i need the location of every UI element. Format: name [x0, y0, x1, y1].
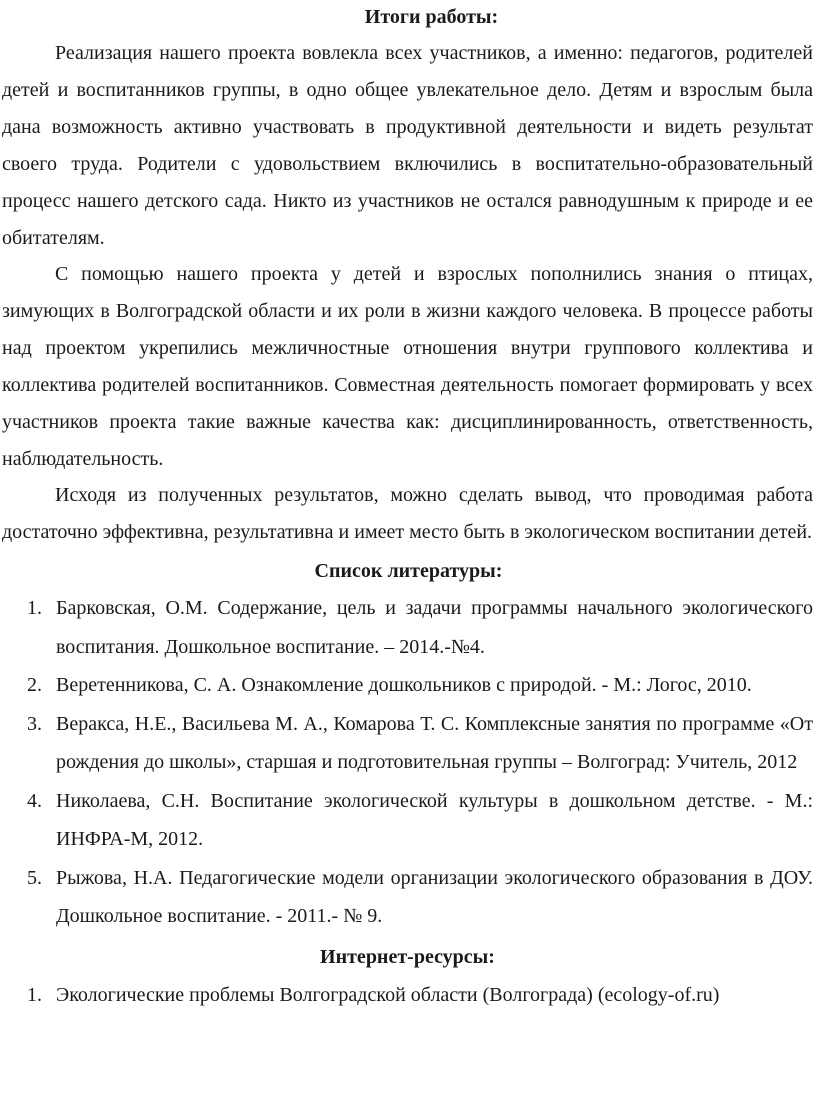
list-item-number: 4. — [27, 789, 42, 812]
results-paragraph-1: Реализация нашего проекта вовлекла всех участников, а именно: педагогов, родителей детей и воспитанников группы, в одно общее увлекательное дело. Детям и взрослым была дана возможность активно участвовать в продуктивной деятельности и видеть результат своего труда. Родители с удовольствием включились в воспитательно-образовательный процесс нашего детского сада. Никто из участников не остался равнодушным к природе и ее обитателям. — [2, 42, 813, 249]
results-paragraph-3: Исходя из полученных результатов, можно сделать вывод, что проводимая работа достаточно эффективна, результативна и имеет место быть в экологическом воспитании детей. — [2, 484, 813, 543]
list-item-text: Веретенникова, С. А. Ознакомление дошкольников с природой. - М.: Логос, 2010. — [56, 674, 752, 696]
results-heading: Итоги работы: — [364, 6, 499, 28]
literature-heading: Список литературы: — [314, 560, 503, 582]
list-item-text: Николаева, С.Н. Воспитание экологической культуры в дошкольном детстве. - М.: ИНФРА-М, 2012. — [56, 789, 813, 850]
list-item-number: 1. — [27, 983, 42, 1006]
list-item — [2, 589, 813, 666]
list-item-text: Рыжова, Н.А. Педагогические модели организации экологического образования в ДОУ. Дошкольное воспитание. - 2011.- № 9. — [56, 866, 813, 927]
list-item — [2, 666, 813, 705]
list-item — [2, 782, 813, 859]
list-item-number: 5. — [27, 866, 42, 889]
internet-list — [2, 976, 813, 1015]
list-item — [2, 859, 813, 936]
list-item — [2, 976, 813, 1015]
internet-heading: Интернет-ресурсы: — [320, 945, 495, 968]
results-paragraph-2: С помощью нашего проекта у детей и взрослых пополнились знания о птицах, зимующих в Волгоградской области и их роли в жизни каждого человека. В процессе работы над проектом укрепились межличностные отношения внутри группового коллектива и коллектива родителей воспитанников. Совместная деятельность помогает формировать у всех участников проекта такие важные качества как: дисциплинированность, ответственность, наблюдательность. — [2, 263, 813, 470]
list-item-number: 3. — [27, 712, 42, 735]
list-item-text: Барковская, О.М. Содержание, цель и задачи программы начального экологического воспитания. Дошкольное воспитание. – 2014.-№4. — [56, 597, 813, 658]
list-item-text: Экологические проблемы Волгоградской области (Волгограда) (ecology-of.ru) — [56, 983, 720, 1006]
literature-list — [2, 589, 813, 936]
list-item-text: Веракса, Н.Е., Васильева М. А., Комарова Т. С. Комплексные занятия по программе «От рождения до школы», старшая и подготовительная группы – Волгоград: Учитель, 2012 — [56, 712, 813, 773]
list-item-number: 1. — [27, 597, 42, 619]
list-item — [2, 705, 813, 782]
list-item-number: 2. — [27, 674, 42, 696]
